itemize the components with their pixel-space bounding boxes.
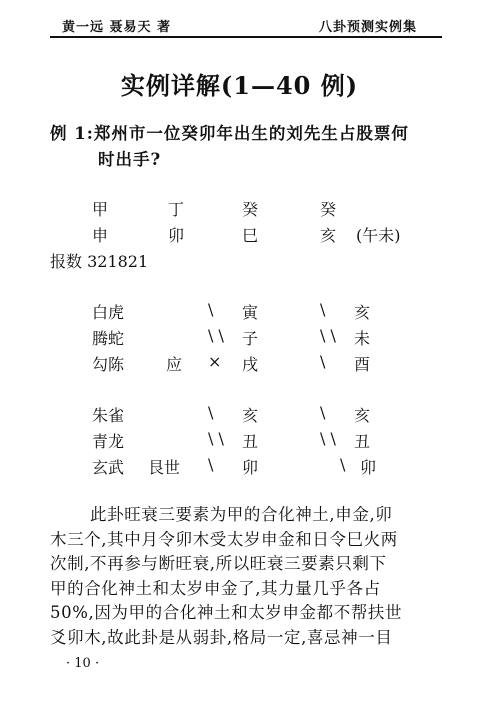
six-spirit: 朱雀: [92, 406, 125, 425]
position-mark: 应: [166, 355, 183, 374]
paragraph-line: 甲的合化神土和太岁申金了,其力量几乎各占: [50, 578, 381, 598]
main-line-symbol: \: [208, 300, 214, 319]
paragraph-line: 50%,因为甲的合化神土和太岁申金都不帮扶世: [50, 603, 403, 622]
branch-year: 申: [92, 226, 109, 245]
paragraph-line: 此卦旺衰三要素为甲的合化神土,申金,卯: [90, 505, 393, 524]
main-line-branch: 亥: [242, 406, 259, 425]
six-spirit: 白虎: [92, 303, 125, 322]
main-line-branch: 丑: [242, 432, 259, 451]
changed-line-symbol: \: [340, 455, 346, 474]
example-question-line-2: 时出手?: [98, 150, 162, 169]
branch-day: 巳: [242, 226, 259, 245]
position-mark: 艮世: [148, 458, 181, 477]
running-header-authors: 黄一远 聂易天 著: [62, 20, 172, 35]
six-spirit: 玄武: [92, 458, 125, 477]
changed-line-symbol: \ \: [320, 429, 336, 448]
running-header-book-title: 八卦预测实例集: [318, 20, 417, 35]
changed-line-symbol: \: [320, 403, 326, 422]
main-line-symbol: \: [208, 455, 214, 474]
stem-year: 甲: [92, 200, 109, 219]
changed-line-branch: 未: [354, 329, 371, 348]
changed-line-branch: 亥: [354, 303, 371, 322]
changed-line-branch: 卯: [360, 458, 377, 477]
changed-line-symbol: \: [320, 300, 326, 319]
header-rule: [50, 36, 442, 38]
void-branches: (午未): [356, 226, 401, 245]
main-line-branch: 卯: [242, 458, 259, 477]
report-number: 报数 321821: [50, 252, 149, 271]
changed-line-branch: 丑: [354, 432, 371, 451]
paragraph-line: 爻卯木,故此卦是从弱卦,格局一定,喜忌神一目: [50, 627, 393, 647]
stem-day: 癸: [242, 200, 259, 219]
main-line-branch: 戌: [242, 355, 259, 374]
changed-line-symbol: \ \: [320, 326, 336, 345]
main-line-symbol: ×: [208, 352, 222, 371]
main-line-symbol: \ \: [208, 429, 224, 448]
paragraph-line: 次制,不再参与断旺衰,所以旺衰三要素只剩下: [50, 554, 387, 573]
changed-line-symbol: \: [320, 352, 326, 371]
main-line-branch: 子: [242, 329, 259, 348]
body-paragraph: [50, 503, 442, 650]
changed-line-branch: 亥: [354, 406, 371, 425]
section-title: 实例详解(1—40 例): [120, 71, 359, 100]
stem-month: 丁: [168, 200, 185, 219]
example-question-line-1: 例 1:郑州市一位癸卯年出生的刘先生占股票何: [50, 124, 409, 143]
main-line-branch: 寅: [242, 303, 259, 322]
stem-hour: 癸: [320, 200, 337, 219]
page-number: · 10 ·: [66, 656, 100, 671]
six-spirit: 勾陈: [92, 355, 125, 374]
branch-hour: 亥: [320, 226, 337, 245]
branch-month: 卯: [168, 226, 185, 245]
paragraph-line: 木三个,其中月令卯木受太岁申金和日令巳火两: [50, 529, 398, 549]
main-line-symbol: \: [208, 403, 214, 422]
changed-line-branch: 酉: [354, 355, 371, 374]
six-spirit: 青龙: [92, 432, 125, 451]
main-line-symbol: \ \: [208, 326, 224, 345]
six-spirit: 腾蛇: [92, 329, 125, 348]
